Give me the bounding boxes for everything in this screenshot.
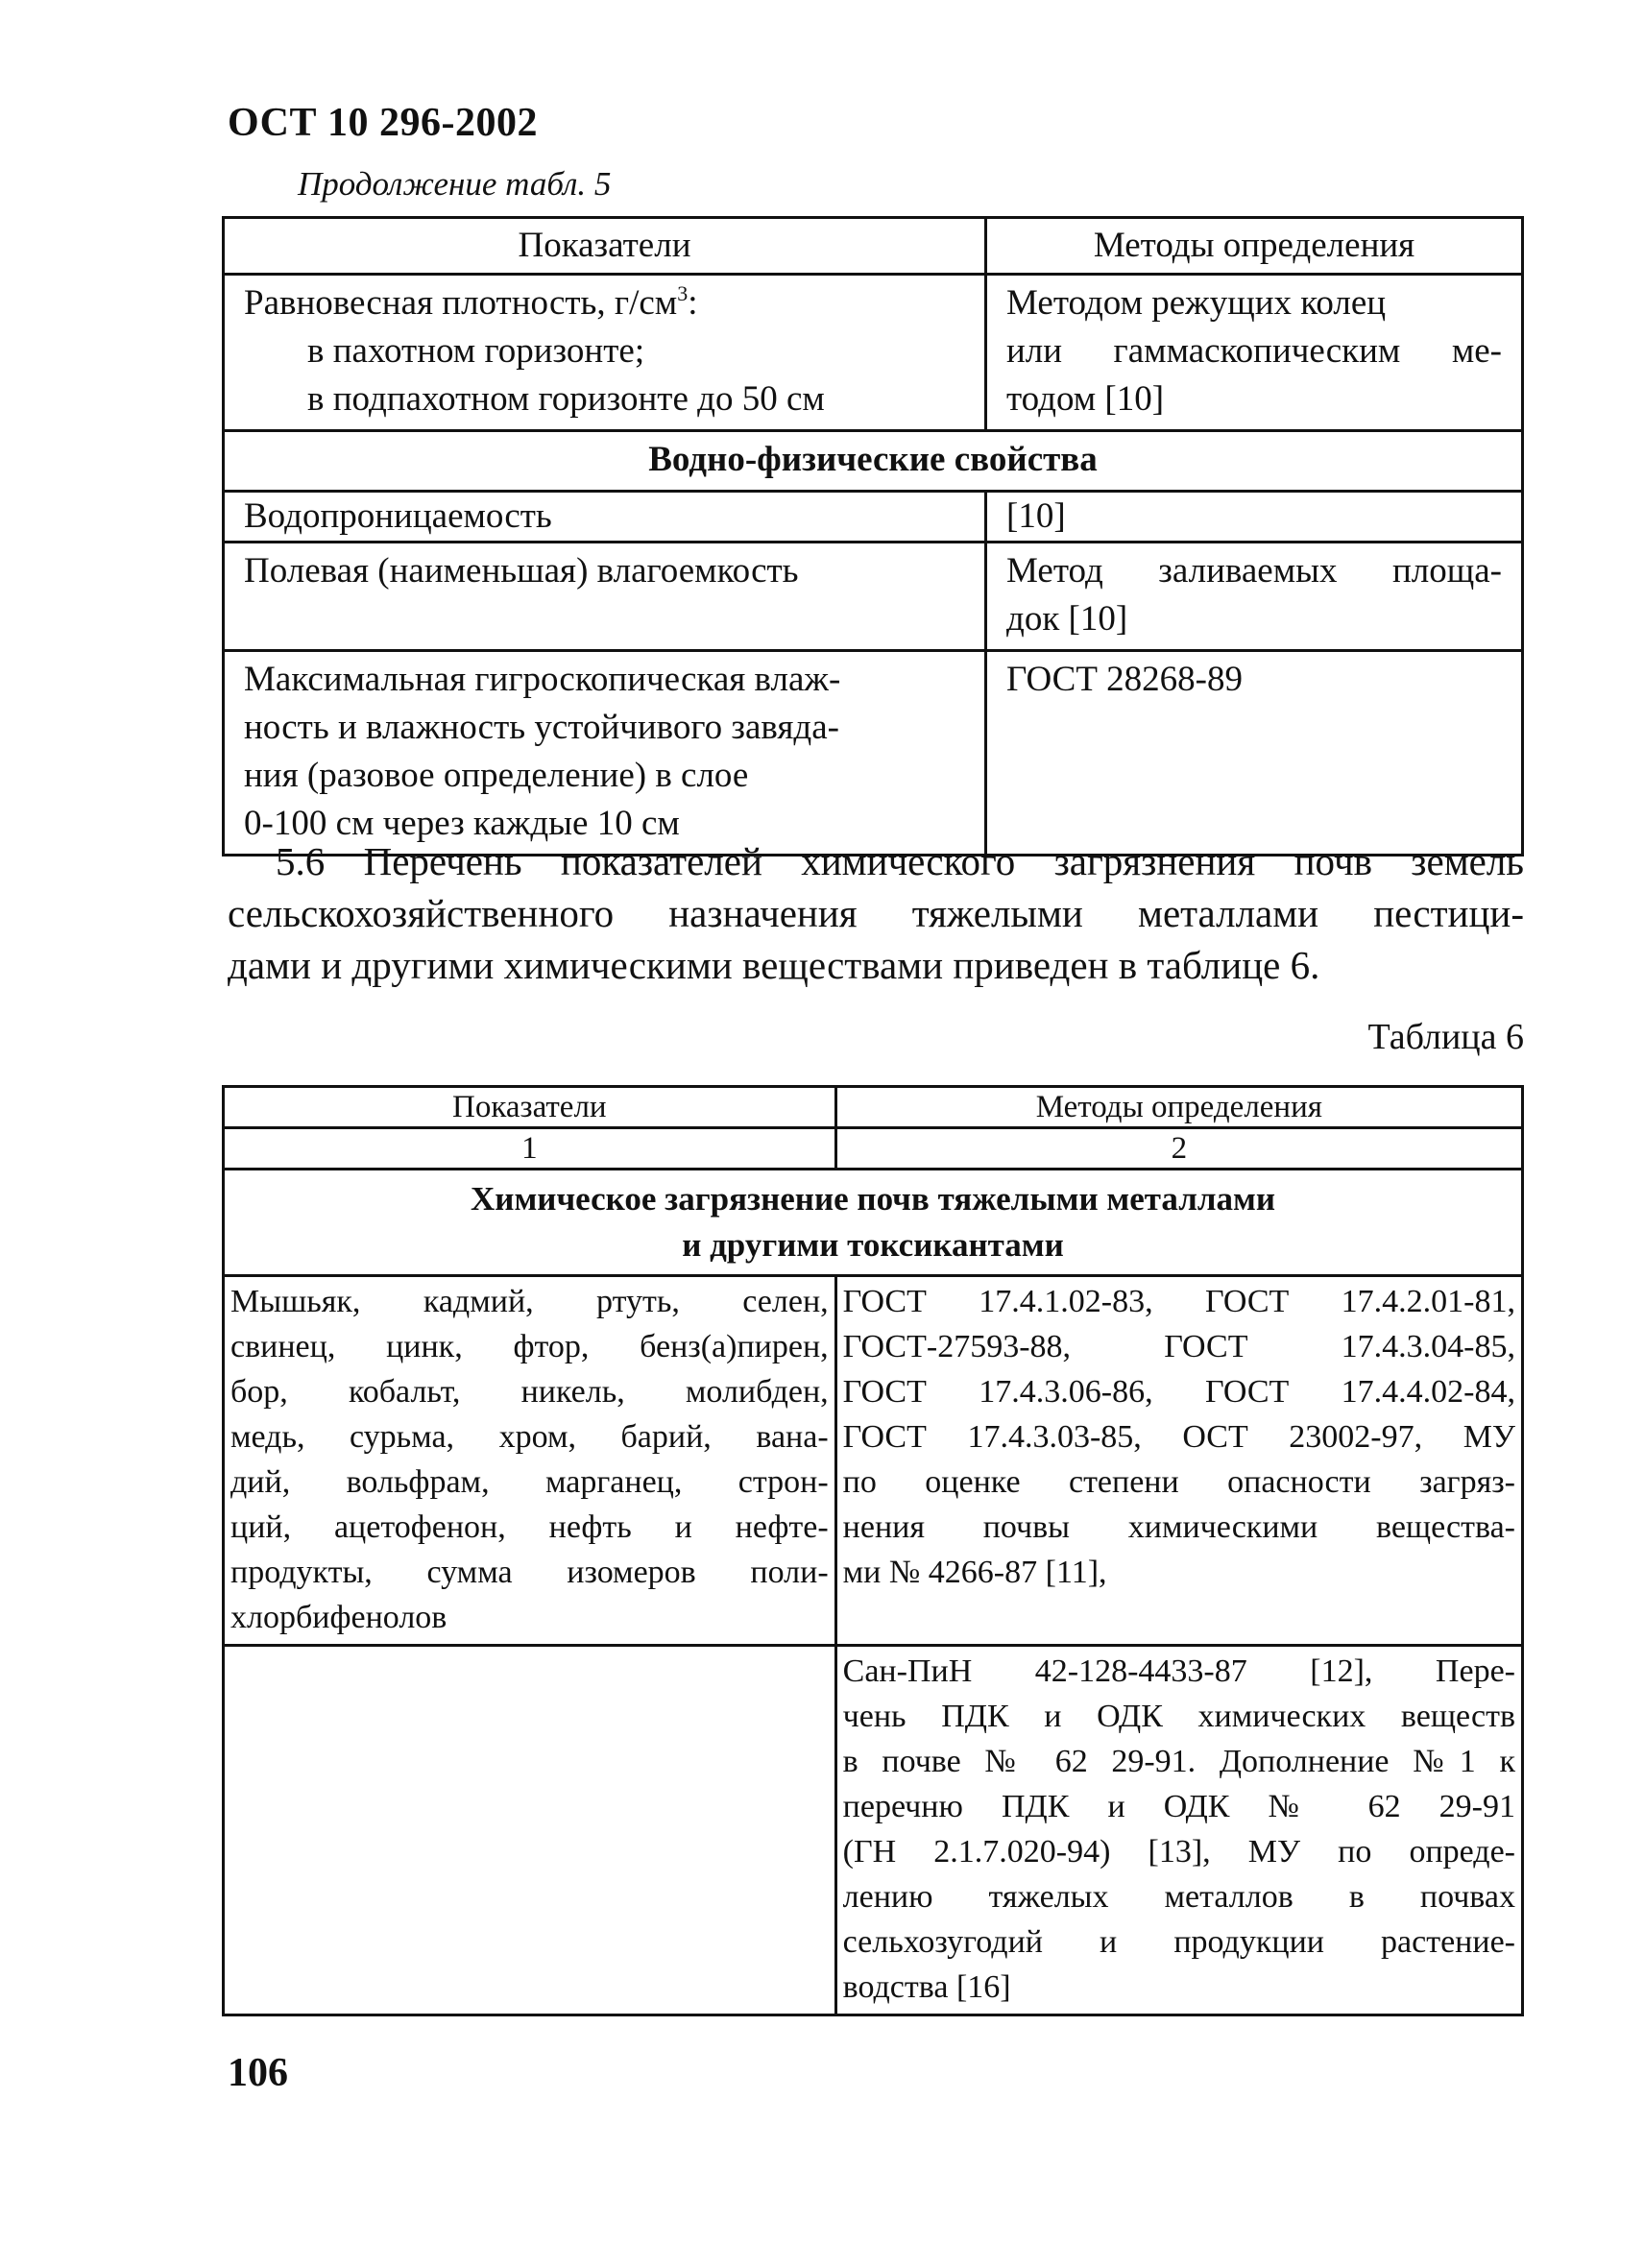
method-line: сельхозугодий и продукции растение- [842, 1924, 1515, 1960]
indicator-line: ния (разовое определение) в слое [244, 756, 749, 795]
section-title-line: Химическое загрязнение почв тяжелыми металлами [471, 1180, 1275, 1218]
table-row [224, 275, 1523, 431]
method-line: перечню ПДК и ОДК № 62 29-91 [842, 1789, 1515, 1824]
indicator-cell [224, 543, 986, 651]
indicator-line: хлорбифенолов [230, 1600, 447, 1635]
indicator-line: медь, сурьма, хром, барий, вана- [230, 1419, 829, 1455]
method-line: ГОСТ-27593-88, ГОСТ 17.4.3.04-85, [842, 1329, 1515, 1364]
method-cell [986, 275, 1523, 431]
paragraph-5-6 [228, 835, 1524, 991]
paragraph-line: дами и другими химическими веществами приведен в таблице 6. [228, 943, 1320, 987]
density-sub-subsoil: в подпахотном горизонте до 50 см [307, 379, 825, 419]
indicator-line: Мышьяк, кадмий, ртуть, селен, [230, 1284, 829, 1319]
method-line: Метод заливаемых площа- [1006, 551, 1502, 591]
table-header-row [224, 1087, 1523, 1128]
section-row [224, 1170, 1523, 1276]
indicator-line: ность и влажность устойчивого завяда- [244, 708, 840, 747]
method-line: ми № 4266-87 [11], [842, 1555, 1107, 1590]
indicator-line: Полевая (наименьшая) влагоемкость [244, 551, 799, 591]
indicator-line: продукты, сумма изомеров поли- [230, 1555, 829, 1590]
method-line: док [10] [1006, 599, 1128, 639]
method-cell [835, 1646, 1522, 2015]
table-6 [222, 1085, 1524, 2016]
density-label: Равновесная плотность, $г/см^3$: [244, 281, 698, 323]
method-line: Методом режущих колец [1006, 283, 1387, 323]
table-5 [222, 216, 1524, 857]
method-line: (ГН 2.1.7.020-94) [13], МУ по опреде- [842, 1834, 1515, 1870]
indicator-line: бор, кобальт, никель, молибден, [230, 1374, 829, 1410]
method-line: лению тяжелых металлов в почвах [842, 1879, 1515, 1915]
method-line: или гаммаскопическим ме- [1006, 331, 1502, 371]
method-line: нения почвы химическими вещества- [842, 1509, 1515, 1545]
table-continuation-label: Продолжение табл. 5 [298, 165, 612, 203]
indicator-line: 0-100 см через каждые 10 см [244, 804, 680, 843]
indicator-cell-empty [224, 1646, 836, 2015]
table-header-row [224, 218, 1523, 275]
indicator-cell: Водопроницаемость [224, 492, 986, 543]
indicator-line: Максимальная гигроскопическая влаж- [244, 660, 841, 699]
section-title: Водно-физические свойства [224, 431, 1523, 492]
table-row [224, 1276, 1523, 1646]
column-header-methods: Методы определения [986, 218, 1523, 275]
paragraph-line: сельскохозяйственного назначения тяжелыми металлами пестици- [228, 891, 1524, 935]
table-row [224, 651, 1523, 856]
section-title-line: и другими токсикантами [682, 1226, 1064, 1264]
indicator-line: свинец, цинк, фтор, бенз(а)пирен, [230, 1329, 829, 1364]
paragraph-line: 5.6 Перечень показателей химического загрязнения почв земель [276, 839, 1524, 883]
table-row [224, 492, 1523, 543]
column-number: 2 [835, 1128, 1522, 1170]
method-line: ГОСТ 17.4.3.06-86, ГОСТ 17.4.4.02-84, [842, 1374, 1515, 1410]
column-header-indicators: Показатели [224, 218, 986, 275]
method-line: в почве № 62 29-91. Дополнение №1 к [842, 1744, 1515, 1779]
table-row [224, 1646, 1523, 2015]
method-cell [986, 651, 1523, 856]
method-line: ГОСТ 17.4.3.03-85, ОСТ 23002-97, МУ [842, 1419, 1515, 1455]
section-row [224, 431, 1523, 492]
method-line: тодом [10] [1006, 379, 1165, 419]
table-6-label: Таблица 6 [1367, 1017, 1524, 1057]
section-title [224, 1170, 1523, 1276]
indicator-line: дий, вольфрам, марганец, строн- [230, 1464, 829, 1500]
density-sub-arable: в пахотном горизонте; [307, 331, 645, 371]
method-line: ГОСТ 28268-89 [1006, 660, 1243, 699]
method-line: водства [16] [842, 1969, 1011, 2005]
method-line: Сан-ПиН 42-128-4433-87 [12], Пере- [842, 1653, 1515, 1689]
method-cell [986, 543, 1523, 651]
indicator-cell [224, 1276, 836, 1646]
column-header-methods: Методы определения [835, 1087, 1522, 1128]
page-number: 106 [228, 2051, 288, 2095]
method-line: ГОСТ 17.4.1.02-83, ГОСТ 17.4.2.01-81, [842, 1284, 1515, 1319]
indicator-cell [224, 651, 986, 856]
column-header-indicators: Показатели [224, 1087, 836, 1128]
column-number: 1 [224, 1128, 836, 1170]
method-cell [835, 1276, 1522, 1646]
column-number-row [224, 1128, 1523, 1170]
document-code: ОСТ 10 296-2002 [228, 101, 539, 145]
indicator-cell [224, 275, 986, 431]
method-line: по оценке степени опасности загряз- [842, 1464, 1515, 1500]
method-line: чень ПДК и ОДК химических веществ [842, 1699, 1515, 1734]
indicator-line: ций, ацетофенон, нефть и нефте- [230, 1509, 829, 1545]
table-row [224, 543, 1523, 651]
method-cell: [10] [986, 492, 1523, 543]
